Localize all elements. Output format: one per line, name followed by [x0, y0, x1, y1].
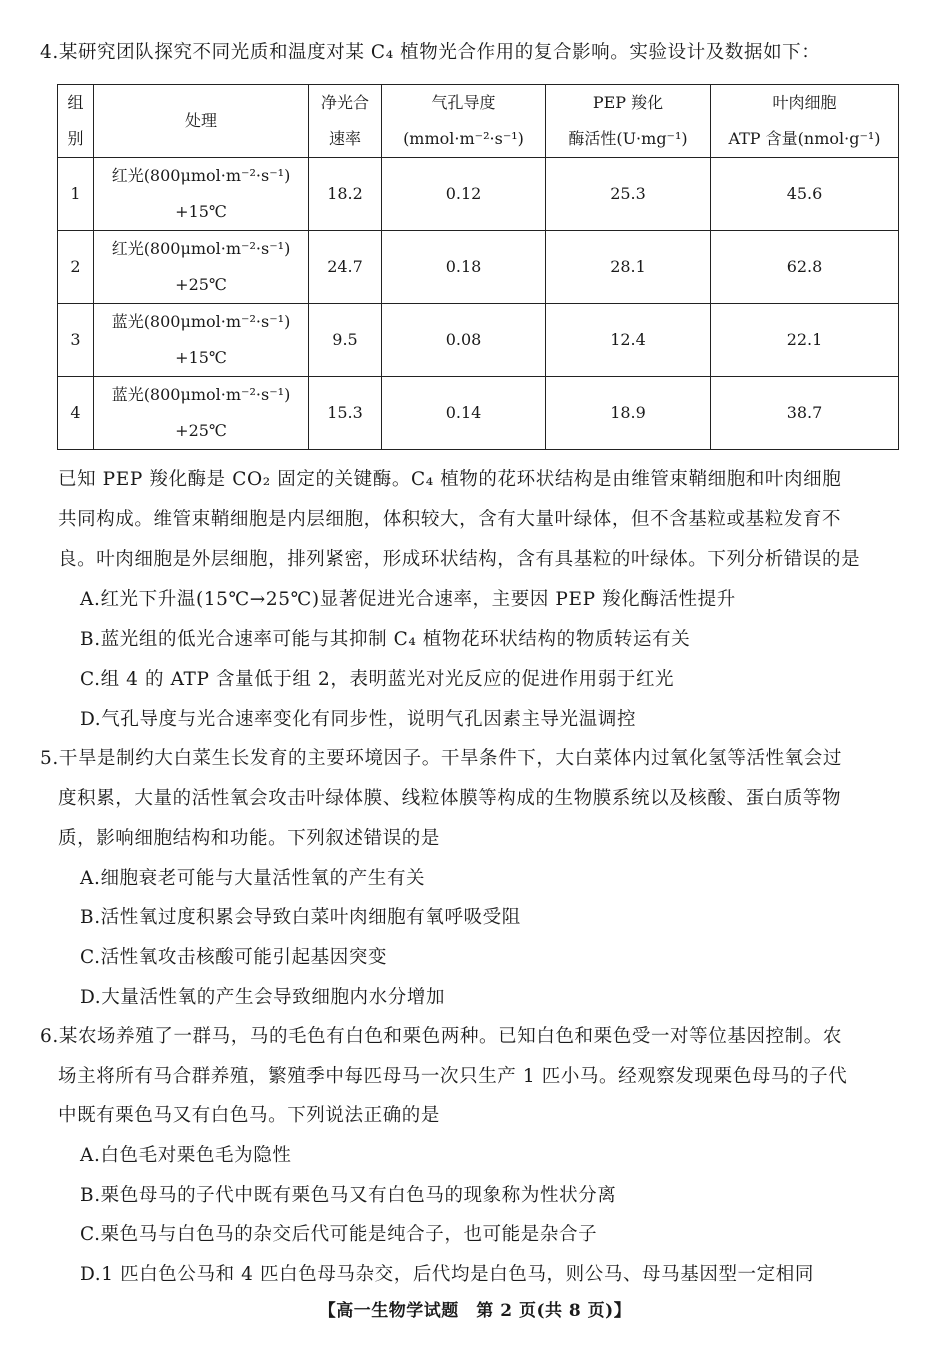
cell-rate: 24.7	[309, 231, 382, 304]
cell-atp: 38.7	[711, 377, 899, 450]
q4-desc-line: 已知 PEP 羧化酶是 CO₂ 固定的关键酶。C₄ 植物的花环状结构是由维管束鞘细胞和叶肉细胞	[58, 469, 842, 490]
q5-option-d: D.大量活性氧的产生会导致细胞内水分增加	[80, 987, 446, 1008]
table-row	[58, 158, 899, 231]
page-footer: 【高一生物学试题 第 2 页(共 8 页)】	[318, 1301, 632, 1321]
cell-atp: 62.8	[711, 231, 899, 304]
q5-option-a: A.细胞衰老可能与大量活性氧的产生有关	[80, 868, 426, 889]
cell-stomata: 0.18	[382, 231, 546, 304]
cell-rate: 15.3	[309, 377, 382, 450]
q5-stem-line: 度积累，大量的活性氧会攻击叶绿体膜、线粒体膜等构成的生物膜系统以及核酸、蛋白质等物	[58, 788, 842, 809]
header-atp-content: 叶肉细胞 ATP 含量(nmol·g⁻¹)	[711, 85, 899, 158]
cell-group: 3	[58, 304, 94, 377]
q5-stem-line: 5.干旱是制约大白菜生长发育的主要环境因子。干旱条件下，大白菜体内过氧化氢等活性氧会过	[40, 748, 842, 769]
cell-group: 4	[58, 377, 94, 450]
header-net-rate: 净光合 速率	[309, 85, 382, 158]
cell-pep: 28.1	[546, 231, 711, 304]
header-stomatal-conductance: 气孔导度 (mmol·m⁻²·s⁻¹)	[382, 85, 546, 158]
q6-stem-line: 中既有栗色马又有白色马。下列说法正确的是	[58, 1105, 441, 1126]
experiment-data-table	[57, 84, 899, 450]
cell-stomata: 0.08	[382, 304, 546, 377]
question-4-stem: 4.某研究团队探究不同光质和温度对某 C₄ 植物光合作用的复合影响。实验设计及数据如下：	[40, 42, 821, 63]
cell-atp: 22.1	[711, 304, 899, 377]
table-row	[58, 231, 899, 304]
cell-pep: 25.3	[546, 158, 711, 231]
q4-option-a: A.红光下升温(15℃→25℃)显著促进光合速率，主要因 PEP 羧化酶活性提升	[80, 589, 736, 610]
q6-option-b: B.栗色母马的子代中既有栗色马又有白色马的现象称为性状分离	[80, 1185, 617, 1206]
cell-treatment: 红光(800μmol·m⁻²·s⁻¹) +25℃	[94, 231, 309, 304]
cell-treatment: 蓝光(800μmol·m⁻²·s⁻¹) +25℃	[94, 377, 309, 450]
cell-group: 2	[58, 231, 94, 304]
q4-option-c: C.组 4 的 ATP 含量低于组 2，表明蓝光对光反应的促进作用弱于红光	[80, 669, 675, 690]
q6-stem-line: 6.某农场养殖了一群马，马的毛色有白色和栗色两种。已知白色和栗色受一对等位基因控制。农	[40, 1026, 842, 1047]
header-group: 组 别	[58, 85, 94, 158]
cell-stomata: 0.12	[382, 158, 546, 231]
q6-option-c: C.栗色马与白色马的杂交后代可能是纯合子，也可能是杂合子	[80, 1224, 598, 1245]
q4-desc-line: 共同构成。维管束鞘细胞是内层细胞，体积较大，含有大量叶绿体，但不含基粒或基粒发育不	[58, 509, 842, 530]
q6-stem-line: 场主将所有马合群养殖，繁殖季中每匹母马一次只生产 1 匹小马。经观察发现栗色母马的子代	[58, 1066, 848, 1087]
cell-treatment: 红光(800μmol·m⁻²·s⁻¹) +15℃	[94, 158, 309, 231]
cell-treatment: 蓝光(800μmol·m⁻²·s⁻¹) +15℃	[94, 304, 309, 377]
cell-pep: 18.9	[546, 377, 711, 450]
q6-option-d: D.1 匹白色公马和 4 匹白色母马杂交，后代均是白色马，则公马、母马基因型一定相同	[80, 1264, 814, 1285]
q6-option-a: A.白色毛对栗色毛为隐性	[80, 1145, 292, 1166]
q4-option-d: D.气孔导度与光合速率变化有同步性，说明气孔因素主导光温调控	[80, 709, 637, 730]
cell-rate: 9.5	[309, 304, 382, 377]
cell-group: 1	[58, 158, 94, 231]
q5-option-c: C.活性氧攻击核酸可能引起基因突变	[80, 947, 388, 968]
q5-stem-line: 质，影响细胞结构和功能。下列叙述错误的是	[58, 828, 441, 849]
cell-stomata: 0.14	[382, 377, 546, 450]
header-treatment: 处理	[94, 85, 309, 158]
cell-pep: 12.4	[546, 304, 711, 377]
q4-desc-line: 良。叶肉细胞是外层细胞，排列紧密，形成环状结构，含有具基粒的叶绿体。下列分析错误的是	[58, 549, 861, 570]
table-header-row	[58, 85, 899, 158]
cell-atp: 45.6	[711, 158, 899, 231]
table-row	[58, 304, 899, 377]
q5-option-b: B.活性氧过度积累会导致白菜叶肉细胞有氧呼吸受阻	[80, 907, 521, 928]
table-row	[58, 377, 899, 450]
cell-rate: 18.2	[309, 158, 382, 231]
header-pep-activity: PEP 羧化 酶活性(U·mg⁻¹)	[546, 85, 711, 158]
q4-option-b: B.蓝光组的低光合速率可能与其抑制 C₄ 植物花环状结构的物质转运有关	[80, 629, 691, 650]
